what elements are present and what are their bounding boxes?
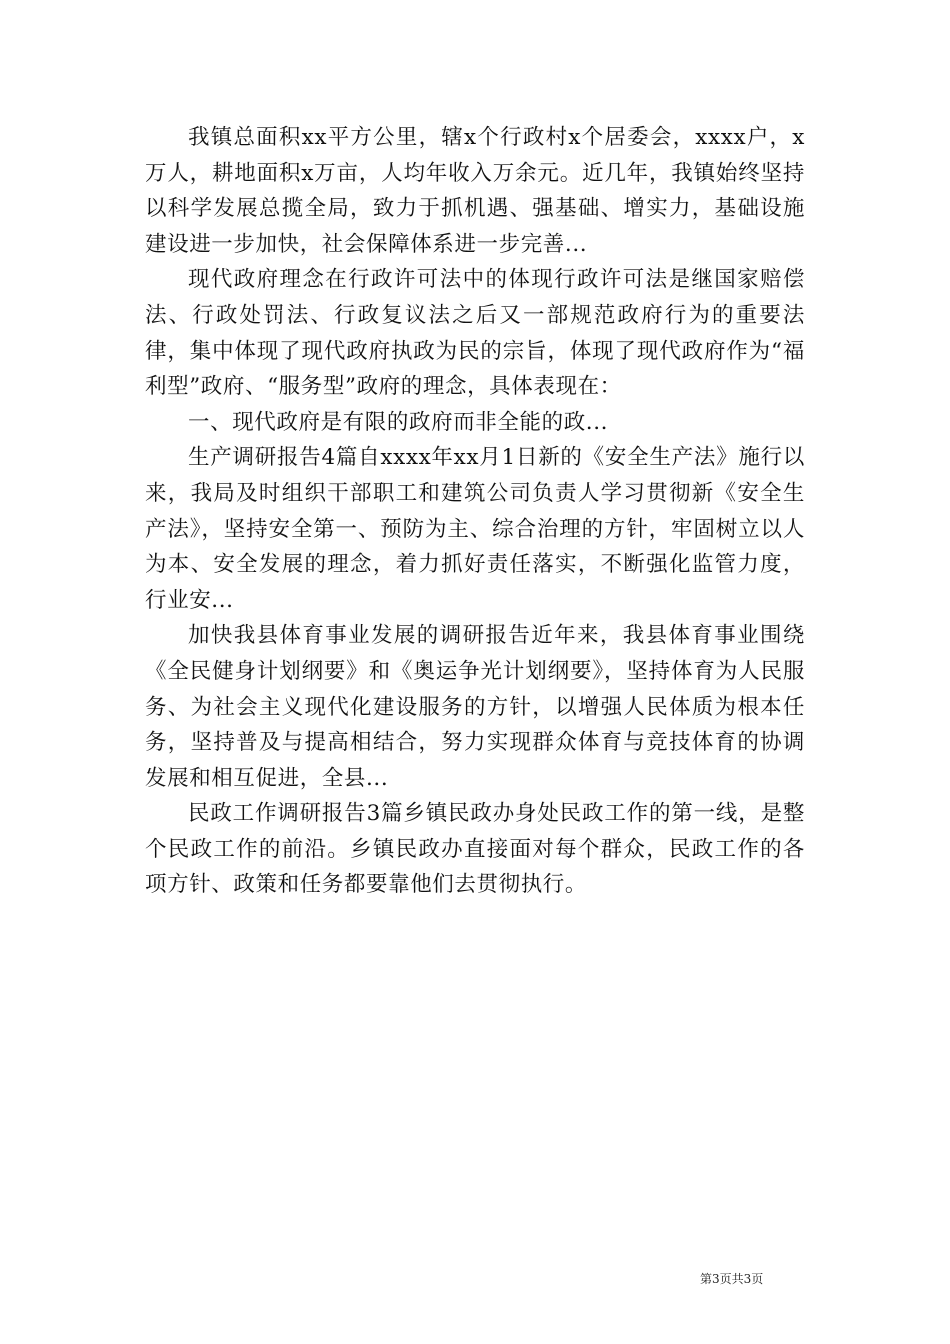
paragraph-limited-government: 一、现代政府是有限的政府而非全能的政... <box>188 409 609 435</box>
paragraph-production-safety-report: 生产调研报告4篇自xxxx年xx月1日新的《安全生产法》施行以来，我局及时组织干部职工和建筑公司负责人学习贯彻新《安全生产法》，坚持安全第一、预防为主、综合治理的方针，牢固树立以人为本、安全发展的理念，着力抓好责任落实，不断强化监管力度，行业安... <box>145 445 805 613</box>
paragraph-administrative-licensing: 现代政府理念在行政许可法中的体现行政许可法是继国家赔偿法、行政处罚法、行政复议法之后又一部规范政府行为的重要法律，集中体现了现代政府执政为民的宗旨，体现了现代政府作为“福利型”政府、“服务型”政府的理念，具体表现在： <box>145 267 805 400</box>
paragraph-sports-development-report: 加快我县体育事业发展的调研报告近年来，我县体育事业围绕《全民健身计划纲要》和《奥运争光计划纲要》，坚持体育为人民服务、为社会主义现代化建设服务的方针，以增强人民体质为根本任务，坚持普及与提高相结合，努力实现群众体育与竞技体育的协调发展和相互促进，全县... <box>145 623 805 791</box>
paragraph-town-overview: 我镇总面积xx平方公里，辖x个行政村x个居委会，xxxx户，x万人，耕地面积x万亩，人均年收入万余元。近几年，我镇始终坚持以科学发展总揽全局，致力于抓机遇、强基础、增实力，基础设施建设进一步加快，社会保障体系进一步完善... <box>145 125 805 257</box>
document-body <box>145 120 805 903</box>
paragraph-civil-affairs-report: 民政工作调研报告3篇乡镇民政办身处民政工作的第一线，是整个民政工作的前沿。乡镇民政办直接面对每个群众，民政工作的各项方针、政策和任务都要靠他们去贯彻执行。 <box>145 801 805 898</box>
page-number-footer: 第3页共3页 <box>700 1272 764 1286</box>
